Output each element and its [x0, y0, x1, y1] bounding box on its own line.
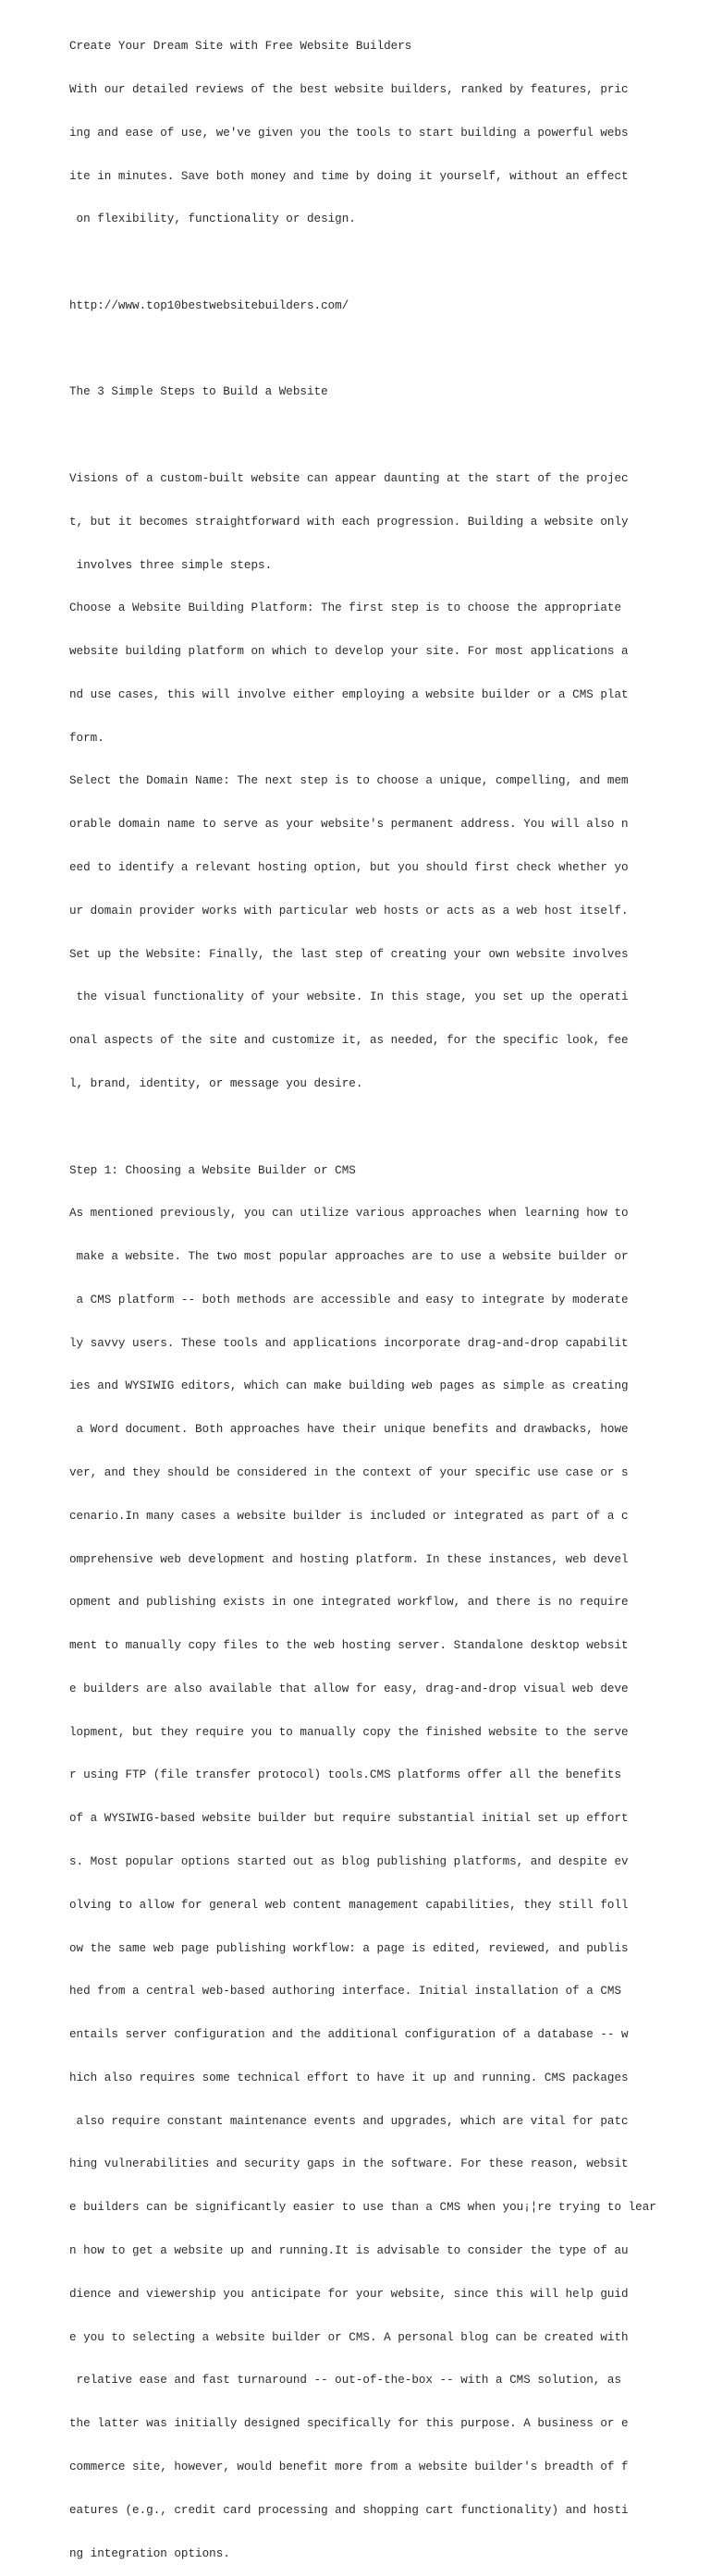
step1-paragraph-line: s. Most popular options started out as blog publishing platforms, and despite ev — [69, 1855, 629, 1868]
domain-paragraph-line: Select the Domain Name: The next step is to choose a unique, compelling, and mem — [69, 774, 629, 788]
step1-paragraph-line: lopment, but they require you to manually copy the finished website to the serve — [69, 1725, 629, 1739]
domain-paragraph-line: orable domain name to serve as your website's permanent address. You will also n — [69, 818, 629, 832]
step1-paragraph-line: e builders are also available that allow for easy, drag-and-drop visual web deve — [69, 1682, 629, 1695]
step1-paragraph-line: ng integration options. — [69, 2546, 230, 2560]
step1-paragraph-line: ver, and they should be considered in the context of your specific use case or s — [69, 1465, 629, 1479]
step1-paragraph-line: opment and publishing exists in one integrated workflow, and there is no require — [69, 1596, 629, 1610]
blank-line — [69, 343, 652, 358]
step1-paragraph-line: ow the same web page publishing workflow: a page is edited, reviewed, and publis — [69, 1941, 629, 1955]
step1-paragraph-line: hing vulnerabilities and security gaps in the software. For these reason, websit — [69, 2157, 629, 2171]
step1-paragraph-line: ment to manually copy files to the web hosting server. Standalone desktop websit — [69, 1639, 629, 1653]
setup-paragraph-line: the visual functionality of your website. In this stage, you set up the operati — [69, 990, 629, 1004]
platform-paragraph-line: website building platform on which to develop your site. For most applications a — [69, 645, 629, 659]
step1-paragraph-line: e you to selecting a website builder or CMS. A personal blog can be created with — [69, 2330, 629, 2344]
step1-paragraph-line: cenario.In many cases a website builder is included or integrated as part of a c — [69, 1509, 629, 1523]
blank-line — [69, 1121, 652, 1136]
step1-paragraph-line: make a website. The two most popular approaches are to use a website builder or — [69, 1250, 629, 1264]
setup-paragraph-line: Set up the Website: Finally, the last step of creating your own website involves — [69, 947, 629, 961]
step1-paragraph-line: of a WYSIWIG-based website builder but require substantial initial set up effort — [69, 1812, 629, 1826]
step1-paragraph-line: As mentioned previously, you can utilize various approaches when learning how to — [69, 1207, 629, 1221]
platform-paragraph-line: Choose a Website Building Platform: The first step is to choose the appropriate — [69, 601, 629, 615]
doc-title: Create Your Dream Site with Free Website Builders — [69, 40, 412, 54]
platform-paragraph-line: form. — [69, 731, 104, 745]
step1-paragraph-line: hed from a central web-based authoring interface. Initial installation of a CMS — [69, 1985, 629, 1999]
step1-paragraph-line: relative ease and fast turnaround -- out-of-the-box -- with a CMS solution, as — [69, 2374, 629, 2388]
step1-paragraph-line: a Word document. Both approaches have their unique benefits and drawbacks, howe — [69, 1423, 629, 1437]
step1-paragraph-line: n how to get a website up and running.It is advisable to consider the type of au — [69, 2244, 629, 2258]
steps-paragraph-line: involves three simple steps. — [69, 558, 273, 572]
intro-line: With our detailed reviews of the best website builders, ranked by features, pric — [69, 82, 629, 96]
step1-paragraph-line: hich also requires some technical effort to have it up and running. CMS packages — [69, 2071, 629, 2084]
setup-paragraph-line: l, brand, identity, or message you desire. — [69, 1076, 363, 1090]
intro-line: ite in minutes. Save both money and time by doing it yourself, without an effect — [69, 169, 629, 183]
intro-line: ing and ease of use, we've given you the tools to start building a powerful webs — [69, 126, 629, 140]
step1-paragraph-line: e builders can be significantly easier to use than a CMS when you¡¦re trying to lear — [69, 2201, 656, 2215]
intro-line: on flexibility, functionality or design. — [69, 213, 356, 226]
steps-paragraph-line: t, but it becomes straightforward with each progression. Building a website only — [69, 515, 629, 529]
step1-paragraph-line: also require constant maintenance events and upgrades, which are vital for patc — [69, 2114, 629, 2128]
step1-paragraph-line: ly savvy users. These tools and applications incorporate drag-and-drop capabilit — [69, 1336, 629, 1350]
source-url: http://www.top10bestwebsitebuilders.com/ — [69, 298, 349, 312]
platform-paragraph-line: nd use cases, this will involve either employing a website builder or a CMS plat — [69, 687, 629, 701]
step1-paragraph-line: a CMS platform -- both methods are accessible and easy to integrate by moderate — [69, 1293, 629, 1306]
step1-paragraph-line: the latter was initially designed specifically for this purpose. A business or e — [69, 2417, 629, 2431]
step1-paragraph-line: commerce site, however, would benefit more from a website builder's breadth of f — [69, 2460, 629, 2473]
blank-line — [69, 256, 652, 271]
section-heading-step1: Step 1: Choosing a Website Builder or CMS — [69, 1163, 356, 1177]
blank-line — [69, 429, 652, 444]
domain-paragraph-line: ur domain provider works with particular web hosts or acts as a web host itself. — [69, 904, 629, 917]
step1-paragraph-line: entails server configuration and the additional configuration of a database -- w — [69, 2028, 629, 2042]
setup-paragraph-line: onal aspects of the site and customize it, as needed, for the specific look, fee — [69, 1034, 629, 1048]
document-body — [69, 11, 656, 2576]
section-heading-steps: The 3 Simple Steps to Build a Website — [69, 385, 328, 399]
domain-paragraph-line: eed to identify a relevant hosting option, but you should first check whether yo — [69, 861, 629, 875]
step1-paragraph-line: olving to allow for general web content management capabilities, they still foll — [69, 1898, 629, 1912]
step1-paragraph-line: ies and WYSIWIG editors, which can make building web pages as simple as creating — [69, 1379, 629, 1393]
steps-paragraph-line: Visions of a custom-built website can appear daunting at the start of the projec — [69, 472, 629, 485]
step1-paragraph-line: omprehensive web development and hosting platform. In these instances, web devel — [69, 1552, 629, 1566]
step1-paragraph-line: dience and viewership you anticipate for your website, since this will help guid — [69, 2287, 629, 2301]
step1-paragraph-line: r using FTP (file transfer protocol) tools.CMS platforms offer all the benefits — [69, 1768, 629, 1782]
step1-paragraph-line: eatures (e.g., credit card processing and shopping cart functionality) and hosti — [69, 2503, 629, 2517]
